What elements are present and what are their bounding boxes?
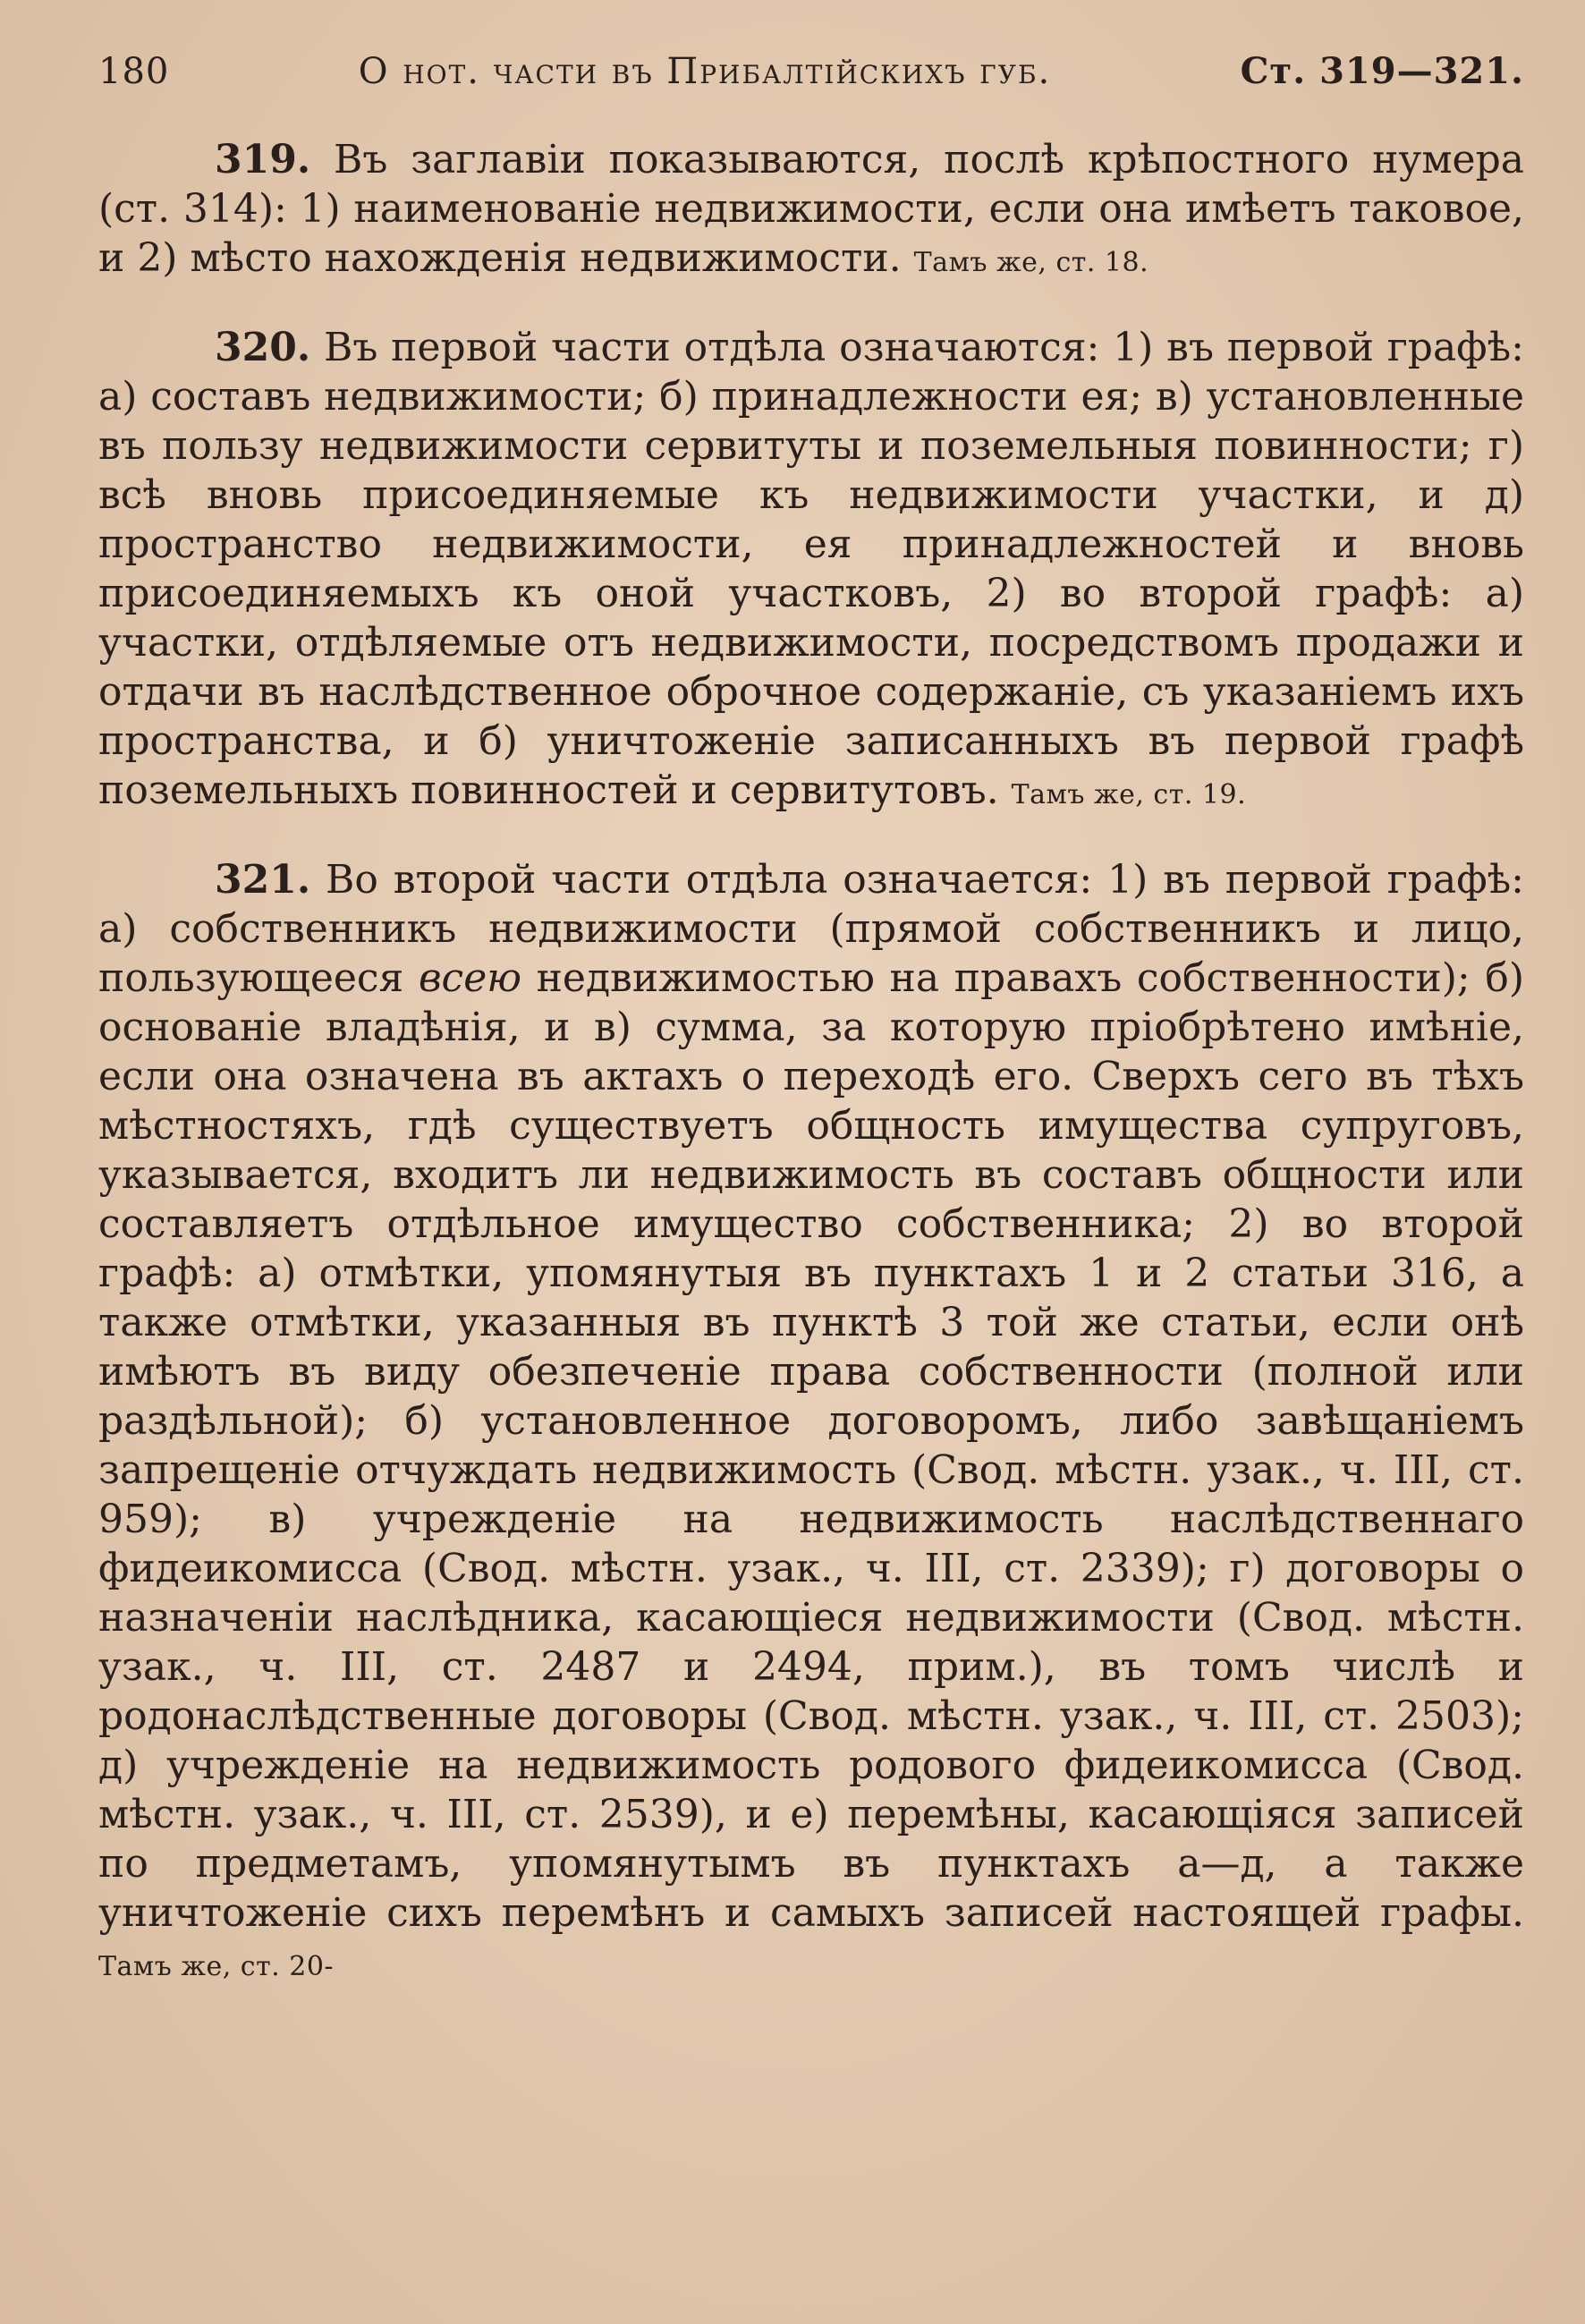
article-range: Ст. 319—321. [1240, 50, 1524, 92]
article-text: Въ первой части отдѣла означаются: 1) въ первой графѣ: а) составъ недвижимости; б) принадлежности ея; в) установленные въ пользу недвижимости сервитуты и поземельныя повинности; г) всѣ вновь присоединяемые къ недвижимости участки, и д) пространство недвижимости, ея принадлежностей и вновь присоединяемыхъ къ оной участковъ, 2) во второй графѣ: а) участки, отдѣляемые отъ недвижимости, посредствомъ продажи и отдачи въ наслѣдственное оброчное содержаніе, съ указаніемъ ихъ пространства, и б) уничтоженіе записанныхъ въ первой графѣ поземельныхъ повинностей и сервитутовъ. [98, 325, 1524, 813]
article-citation: Тамъ же, ст. 20- [98, 1951, 335, 1982]
article-320 [98, 323, 1524, 819]
article-citation: Тамъ же, ст. 19. [1011, 779, 1247, 810]
article-number: 321. [215, 857, 311, 903]
running-title: О нот. части въ Прибалтійскихъ губ. [358, 51, 1052, 92]
article-number: 320. [215, 325, 311, 370]
article-text: Въ заглавіи показываются, послѣ крѣпостного нумера (ст. 314): 1) наименованіе недвижимости, если она имѣетъ таковое, и 2) мѣсто нахожденія недвижимости. [98, 137, 1524, 281]
article-text-part-2: недвижимостью на правахъ собственности); б) основаніе владѣнія, и в) сумма, за которую пріобрѣтено имѣніе, если она означена въ актахъ о переходѣ его. Сверхъ сего въ тѣхъ мѣстностяхъ, гдѣ существуетъ общность имущества супруговъ, указывается, входитъ ли недвижимость въ составъ общности или составляетъ отдѣльное имущество собственника; 2) во второй графѣ: а) отмѣтки, упомянутыя въ пунктахъ 1 и 2 статьи 316, а также отмѣтки, указанныя въ пунктѣ 3 той же статьи, если онѣ имѣютъ въ виду обезпеченіе права собственности (полной или раздѣльной); б) установленное договоромъ, либо завѣщаніемъ запрещеніе отчуждать недвижимость (Свод. мѣстн. узак., ч. III, ст. 959); в) учрежденіе на недвижимость наслѣдственнаго фидеикомисса (Свод. мѣстн. узак., ч. III, ст. 2339); г) договоры о назначеніи наслѣдника, касающіеся недвижимости (Свод. мѣстн. узак., ч. III, ст. 2487 и 2494, прим.), въ томъ числѣ и родонаслѣдственные договоры (Свод. мѣстн. узак., ч. III, ст. 2503); д) учрежденіе на недвижимость родового фидеикомисса (Свод. мѣстн. узак., ч. III, ст. 2539), и е) перемѣны, касающіяся записей по предметамъ, упомянутымъ въ пунктахъ а—д, а также уничтоженіе сихъ перемѣнъ и самыхъ записей настоящей графы. [98, 955, 1524, 1936]
running-header [98, 50, 1524, 92]
article-text-part-1: Во второй части отдѣла означается: 1) въ первой графѣ: а) собственникъ недвижимости (прямой собственникъ и лицо, пользующееся [98, 857, 1524, 1001]
article-citation: Тамъ же, ст. 18. [913, 247, 1149, 278]
page-number: 180 [98, 51, 170, 92]
article-321 [98, 855, 1524, 1991]
italic-word: всею [418, 955, 521, 1001]
article-319 [98, 135, 1524, 287]
article-number: 319. [215, 137, 311, 182]
